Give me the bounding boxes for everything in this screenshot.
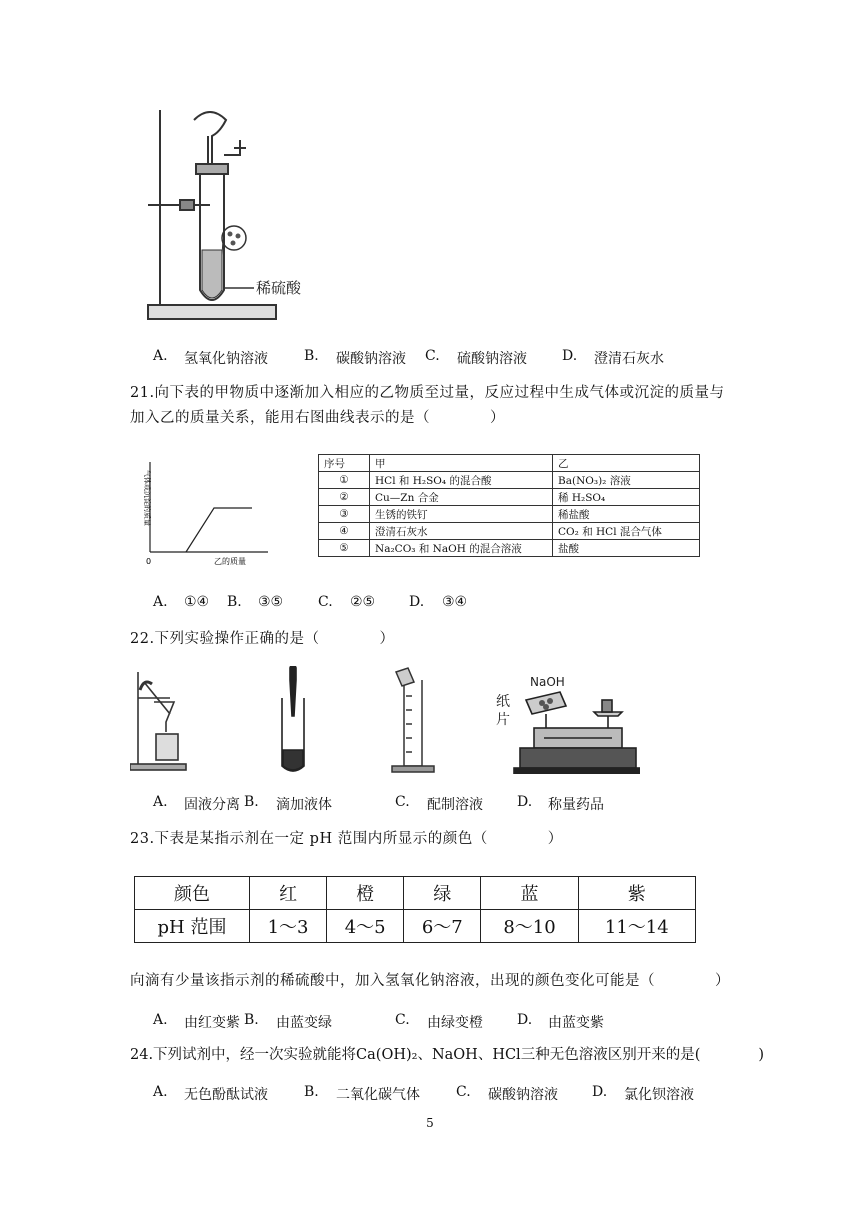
q23-option-c-key: C. [395, 1012, 410, 1028]
q20-option-c-key: C. [425, 348, 440, 364]
q21-row1-yi: Ba(NO₃)₂ 溶液 [553, 472, 700, 489]
q21-option-b-key: B. [227, 594, 242, 610]
q21-header-no: 序号 [319, 455, 370, 472]
q21-row2-no: ② [319, 489, 370, 506]
q24-option-c-key: C. [456, 1084, 471, 1100]
q22-stem: 22.下列实验操作正确的是（ ） [130, 631, 395, 647]
q21-row4-no: ④ [319, 523, 370, 540]
q21-option-a-text: ①④ [184, 594, 210, 610]
q21-row4-jia: 澄清石灰水 [370, 523, 553, 540]
q21-row3-jia: 生锈的铁钉 [370, 506, 553, 523]
q24-option-b-text: 二氧化碳气体 [336, 1087, 420, 1103]
q22-option-b-key: B. [244, 794, 259, 810]
q21-stem-line1: 21.向下表的甲物质中逐渐加入相应的乙物质至过量，反应过程中生成气体或沉淀的质量与 [130, 385, 725, 401]
q22-figure-a-filtration [130, 668, 196, 772]
q23-r1-c1: 颜色 [135, 877, 250, 910]
q23-option-d-text: 由蓝变紫 [548, 1015, 604, 1031]
q21-header-yi: 乙 [553, 455, 700, 472]
q23-option-a-text: 由红变紫 [184, 1015, 240, 1031]
q23-r1-c2: 红 [250, 877, 327, 910]
q21-row5-jia: Na₂CO₃ 和 NaOH 的混合溶液 [370, 540, 553, 557]
q20-option-d-text: 澄清石灰水 [594, 351, 664, 367]
q22-option-c-text: 配制溶液 [427, 797, 483, 813]
q23-option-d-key: D. [517, 1012, 533, 1028]
q24-option-d-key: D. [592, 1084, 608, 1100]
q21-row3-yi: 稀盐酸 [553, 506, 700, 523]
q23-r1-c4: 绿 [404, 877, 481, 910]
q21-stem-line2: 加入乙的质量关系，能用右图曲线表示的是（ ） [130, 410, 505, 426]
q21-graph-ylabel: 气体或沉淀的质量 [143, 470, 151, 526]
q22-fig-paper-label-1: 纸 [496, 694, 510, 710]
q20-apparatus-figure [130, 110, 330, 325]
q22-figure-d-balance [490, 668, 640, 774]
q21-option-d-key: D. [409, 594, 425, 610]
q21-row5-no: ⑤ [319, 540, 370, 557]
q22-option-a-text: 固液分离 [184, 797, 240, 813]
q21-row1-jia: HCl 和 H₂SO₄ 的混合酸 [370, 472, 553, 489]
q21-table-header-row [319, 455, 700, 472]
q21-option-c-text: ②⑤ [350, 594, 376, 610]
q21-row4-yi: CO₂ 和 HCl 混合气体 [553, 523, 700, 540]
q21-row1-no: ① [319, 472, 370, 489]
q24-option-a-key: A. [153, 1084, 168, 1100]
q21-option-b-text: ③⑤ [258, 594, 284, 610]
q22-option-c-key: C. [395, 794, 410, 810]
q23-option-b-text: 由蓝变绿 [276, 1015, 332, 1031]
q23-option-c-text: 由绿变橙 [427, 1015, 483, 1031]
table-row [319, 523, 700, 540]
q23-r2-c4: 6～7 [404, 910, 481, 943]
q23-r2-c1: pH 范围 [135, 910, 250, 943]
q21-graph [136, 460, 276, 570]
q21-row2-jia: Cu—Zn 合金 [370, 489, 553, 506]
table-row [319, 489, 700, 506]
table-row [319, 472, 700, 489]
q23-r1-c5: 蓝 [481, 877, 578, 910]
q23-table [134, 876, 696, 943]
q23-option-b-key: B. [244, 1012, 259, 1028]
q21-graph-origin: 0 [146, 557, 152, 566]
table-row [319, 540, 700, 557]
q23-r2-c6: 11～14 [578, 910, 695, 943]
table-row [135, 877, 696, 910]
q21-options [0, 594, 860, 614]
q23-option-a-key: A. [153, 1012, 168, 1028]
q23-r1-c3: 橙 [327, 877, 404, 910]
q20-figure-label: 稀硫酸 [256, 279, 302, 297]
q22-option-b-text: 滴加液体 [276, 797, 332, 813]
q22-fig-paper-label-2: 片 [496, 712, 510, 728]
q23-r2-c3: 4～5 [327, 910, 404, 943]
q21-header-jia: 甲 [370, 455, 553, 472]
q21-row5-yi: 盐酸 [553, 540, 700, 557]
q21-row2-yi: 稀 H₂SO₄ [553, 489, 700, 506]
q23-r2-c5: 8～10 [481, 910, 578, 943]
q21-graph-xlabel: 乙的质量 [214, 557, 246, 566]
q24-option-b-key: B. [304, 1084, 319, 1100]
q20-option-c-text: 硫酸钠溶液 [457, 351, 527, 367]
q20-option-b-key: B. [304, 348, 319, 364]
q21-table [318, 454, 700, 557]
q22-fig-naoh-label: NaOH [530, 675, 565, 689]
q23-options [0, 1012, 860, 1032]
q22-option-a-key: A. [153, 794, 168, 810]
q22-option-d-key: D. [517, 794, 533, 810]
q20-options [0, 348, 860, 368]
q20-option-d-key: D. [562, 348, 578, 364]
page-number: 5 [426, 1116, 434, 1130]
q21-option-a-key: A. [153, 594, 168, 610]
q21-graph-curve [186, 508, 252, 552]
table-row [135, 910, 696, 943]
q21-option-d-text: ③④ [442, 594, 468, 610]
q23-follow-text: 向滴有少量该指示剂的稀硫酸中，加入氢氧化钠溶液，出现的颜色变化可能是（ ） [130, 973, 730, 989]
q23-r2-c2: 1～3 [250, 910, 327, 943]
q21-option-c-key: C. [318, 594, 333, 610]
q20-option-a-key: A. [153, 348, 168, 364]
q24-option-d-text: 氯化钡溶液 [624, 1087, 694, 1103]
q24-options [0, 1084, 860, 1104]
q20-option-a-text: 氢氧化钠溶液 [184, 351, 268, 367]
q24-stem: 24.下列试剂中，经一次实验就能将Ca(OH)₂、NaOH、HCl三种无色溶液区别开来的是( ) [130, 1047, 765, 1063]
q23-stem: 23.下表是某指示剂在一定 pH 范围内所显示的颜色（ ） [130, 831, 563, 847]
q20-option-b-text: 碳酸钠溶液 [336, 351, 406, 367]
q24-option-a-text: 无色酚酞试液 [184, 1087, 268, 1103]
q22-figure-c-cylinder [378, 666, 444, 774]
q21-row3-no: ③ [319, 506, 370, 523]
q24-option-c-text: 碳酸钠溶液 [488, 1087, 558, 1103]
q23-r1-c6: 紫 [578, 877, 695, 910]
q22-option-d-text: 称量药品 [548, 797, 604, 813]
q22-figure-b-dropper [278, 666, 308, 776]
table-row [319, 506, 700, 523]
q22-options [0, 794, 860, 814]
